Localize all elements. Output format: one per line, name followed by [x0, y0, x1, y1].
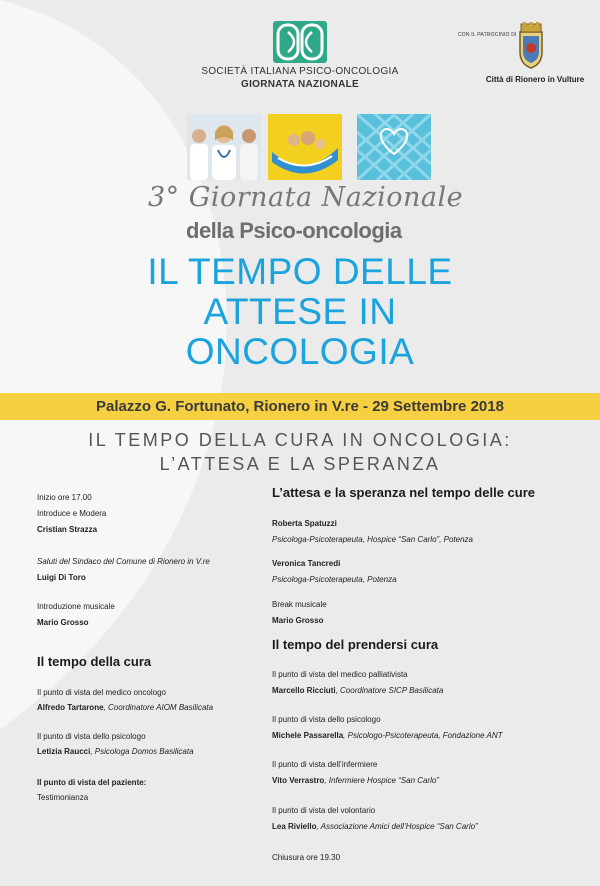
moderator-name: Cristian Strazza — [37, 525, 98, 534]
speaker-role: , Psicologo-Psicoterapeuta, Fondazione ANT — [343, 731, 503, 740]
program-subtitle-line: IL TEMPO DELLA CURA IN ONCOLOGIA: — [88, 430, 512, 450]
speaker-role: Psicologa-Psicoterapeuta, Hospice “San Carlo”, Potenza — [272, 535, 473, 544]
main-title-line: ONCOLOGIA — [185, 331, 415, 372]
greetings-label: Saluti del Sindaco del Comune di Rionero in V.re — [37, 557, 210, 566]
mayor-name: Luigi Di Toro — [37, 573, 86, 582]
speaker-name: Lea Riviello — [272, 822, 317, 831]
speaker-name: Marcello Ricciuti — [272, 686, 336, 695]
speaker-role: , Associazione Amici dell’Hospice “San Carlo” — [316, 822, 478, 831]
edition-subtitle: della Psico-oncologia — [186, 218, 402, 243]
intro-moderate-label: Introduce e Modera — [37, 509, 107, 518]
item-speaker — [272, 776, 439, 786]
speaker-name: Vito Verrastro — [272, 776, 325, 785]
start-time: Inizio ore 17.00 — [37, 493, 92, 502]
speaker-role: , Infermiere Hospice “San Carlo” — [324, 776, 440, 785]
sipo-name: SOCIETÀ ITALIANA PSICO-ONCOLOGIA — [201, 66, 399, 77]
item-label: Il punto di vista del medico oncologo — [37, 688, 166, 697]
venue-date: Palazzo G. Fortunato, Rionero in V.re - 29 Settembre 2018 — [96, 398, 504, 415]
main-title-line: ATTESE IN — [203, 291, 397, 332]
speaker-role: , Psicologa Domos Basilicata — [90, 747, 194, 756]
speaker-name: Testimonianza — [37, 793, 89, 802]
item-label: Il punto di vista del medico palliativista — [272, 670, 408, 679]
item-label: Il punto di vista del volontario — [272, 806, 376, 815]
main-title-line: IL TEMPO DELLE — [147, 251, 453, 292]
speaker-name: Letizia Raucci — [37, 747, 91, 756]
section-title-prendersi: Il tempo del prendersi cura — [272, 637, 439, 652]
speaker-name: Roberta Spatuzzi — [272, 519, 337, 528]
item-speaker — [37, 703, 213, 713]
speaker-name: Michele Passarella — [272, 731, 344, 740]
break-musician: Mario Grosso — [272, 616, 324, 625]
speaker-name: Veronica Tancredi — [272, 559, 341, 568]
item-speaker — [37, 793, 88, 803]
speaker-role: , Coordinatore SICP Basilicata — [335, 686, 444, 695]
city-name: Città di Rionero in Vulture — [485, 75, 585, 84]
musician-name: Mario Grosso — [37, 618, 89, 627]
item-speaker — [272, 822, 478, 832]
edition-title: 3° Giornata Nazionale — [148, 182, 464, 213]
patronage-label: CON IL PATROCINIO DI — [458, 32, 517, 38]
item-label: Il punto di vista del paziente: — [37, 778, 147, 787]
break-label: Break musicale — [272, 600, 327, 609]
speaker-role: Psicologa-Psicoterapeuta, Potenza — [272, 575, 397, 584]
program-subtitle-line: L’ATTESA E LA SPERANZA — [159, 454, 441, 474]
item-speaker — [37, 747, 194, 757]
item-speaker — [272, 686, 443, 696]
right-column — [272, 0, 592, 886]
item-label: Il punto di vista dello psicologo — [37, 732, 146, 741]
sipo-subtitle: GIORNATA NAZIONALE — [241, 79, 359, 90]
section-title-attesa: L’attesa e la speranza nel tempo delle cure — [272, 485, 535, 500]
item-speaker — [272, 731, 503, 741]
section-title-cura: Il tempo della cura — [37, 654, 152, 669]
speaker-name: Alfredo Tartarone — [37, 703, 104, 712]
closing-time: Chiusura ore 19.30 — [272, 853, 341, 862]
item-label: Il punto di vista dell’infermiere — [272, 760, 378, 769]
left-column — [37, 0, 267, 886]
speaker-role: , Coordinatore AIOM Basilicata — [103, 703, 214, 712]
music-intro-label: Introduzione musicale — [37, 602, 115, 611]
item-label: Il punto di vista dello psicologo — [272, 715, 381, 724]
